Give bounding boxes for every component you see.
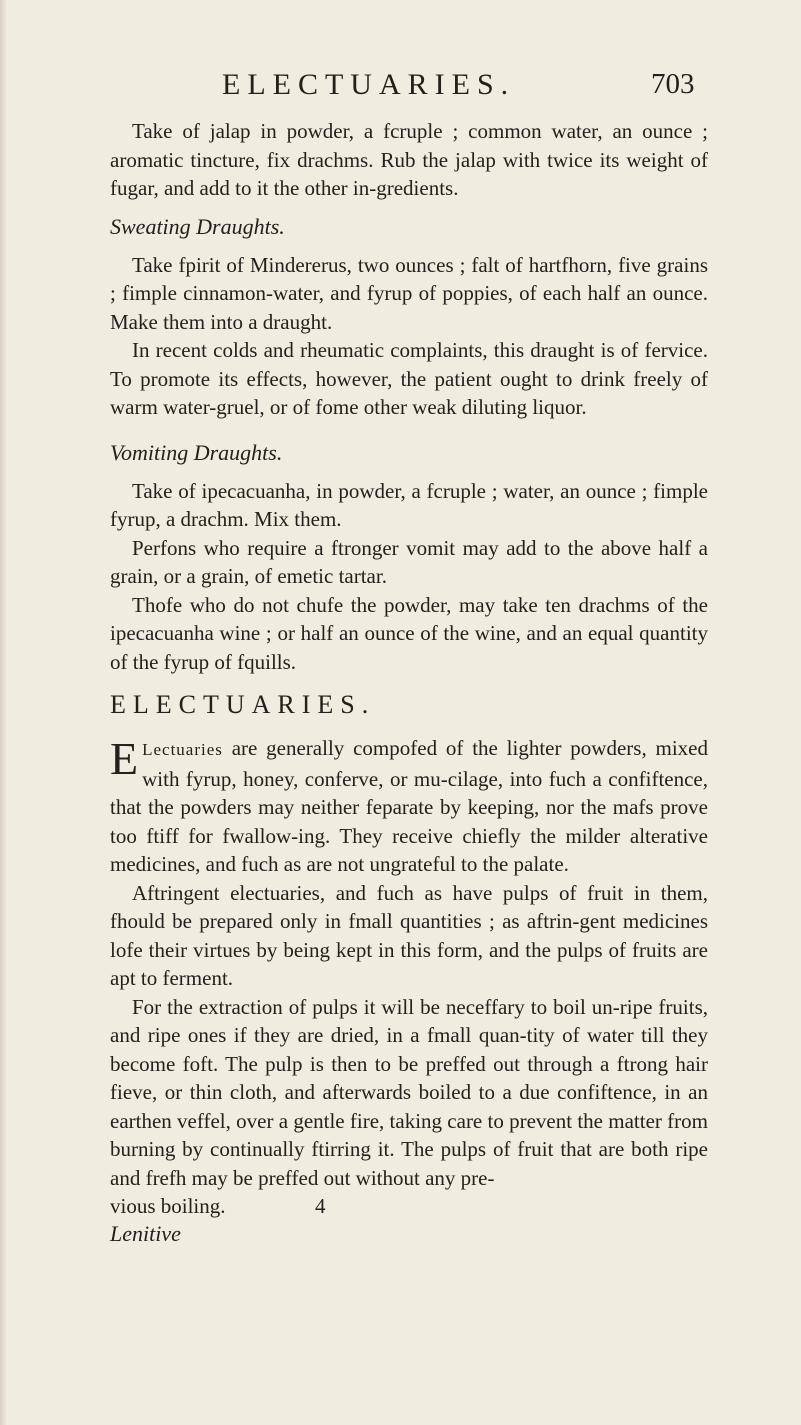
astringent-electuaries-paragraph: Aftringent electuaries, and fuch as have pulps of fruit in them, fhould be prepared only in fmall quantities ; as aftrin-gent medicines lofe their virtues by being kept in this form, and the pulps of fruits are apt to ferment. bbox=[110, 880, 708, 990]
running-head-title: ELECTUARIES. bbox=[222, 68, 516, 101]
signature-mark: 4 bbox=[315, 1194, 326, 1218]
running-head bbox=[0, 68, 801, 108]
electuaries-intro-text: are generally compofed of the lighter powders, mixed with fyrup, honey, conferve, or mu-cilage, into fuch a confiftence, that the powders may neither feparate by keeping, nor the mafs prove too ftiff for fwallow-ing. They receive chiefly the milder alterative medicines, and fuch as are not ungrateful to the palate. bbox=[110, 736, 708, 876]
electuaries-intro-paragraph bbox=[110, 734, 708, 879]
sweating-recipe-paragraph: Take fpirit of Mindererus, two ounces ; falt of hartfhorn, five grains ; fimple cinnamon-water, and fyrup of poppies, of each half an ounce. Make them into a draught. bbox=[110, 252, 708, 334]
pulp-extraction-paragraph: For the extraction of pulps it will be neceffary to boil un-ripe fruits, and ripe ones if they are dried, in a fmall quan-tity of water till they become foft. The pulp is then to be preffed out through a ftrong hair fieve, or thin cloth, and afterwards boiled to a due confiftence, in an earthen veffel, over a gentle fire, taking care to prevent the matter from burning by continually ftirring it. The pulps of fruit that are both ripe and frefh may be preffed out without any pre- bbox=[110, 994, 708, 1190]
pulp-extraction-last-line: vious boiling. bbox=[110, 1194, 226, 1218]
vomiting-draughts-heading: Vomiting Draughts. bbox=[110, 439, 283, 465]
body-text bbox=[110, 117, 708, 1249]
ipecacuanha-wine-paragraph: Thofe who do not chufe the powder, may take ten drachms of the ipecacuanha wine ; or half an ounce of the wine, and an equal quantity of the fyrup of fquills. bbox=[110, 592, 708, 674]
last-line bbox=[110, 1192, 708, 1220]
small-caps-word: Lectuaries bbox=[142, 740, 223, 759]
electuaries-section-heading: ELECTUARIES. bbox=[110, 690, 376, 719]
jalap-recipe-paragraph: Take of jalap in powder, a fcruple ; common water, an ounce ; aromatic tincture, fix drachms. Rub the jalap with twice its weight of fugar, and add to it the other in-gredients. bbox=[110, 119, 708, 200]
vomiting-recipe-paragraph: Take of ipecacuanha, in powder, a fcruple ; water, an ounce ; fimple fyrup, a drachm. Mix them. bbox=[110, 478, 708, 531]
stronger-vomit-paragraph: Perfons who require a ftronger vomit may add to the above half a grain, or a grain, of emetic tartar. bbox=[110, 535, 708, 588]
catchword: Lenitive bbox=[110, 1221, 181, 1246]
drop-cap-letter: E bbox=[110, 733, 139, 784]
page-number: 703 bbox=[651, 68, 695, 100]
page-edge-shadow bbox=[0, 0, 6, 1425]
sweating-draughts-heading: Sweating Draughts. bbox=[110, 213, 285, 239]
sweating-usage-paragraph: In recent colds and rheumatic complaints, this draught is of fervice. To promote its effects, however, the patient ought to drink freely of warm water-gruel, or of fome other weak diluting liquor. bbox=[110, 338, 708, 419]
